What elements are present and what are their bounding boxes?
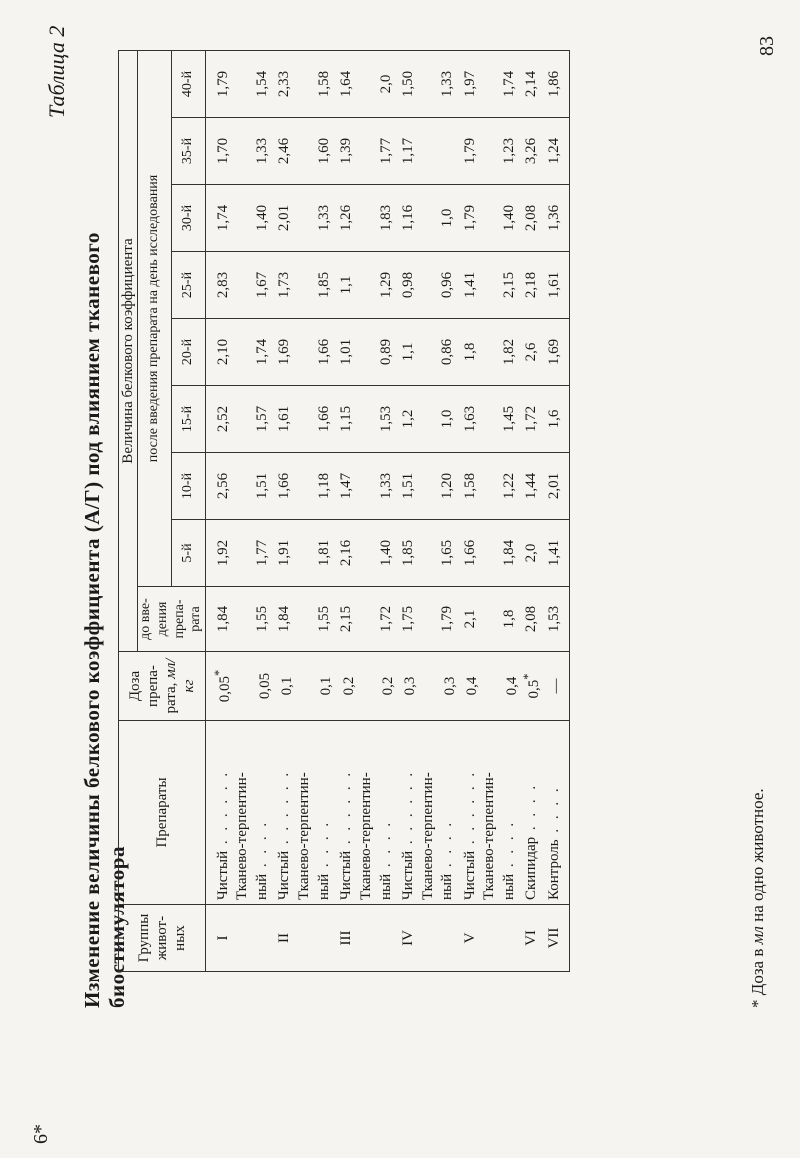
dose-unit: мл/кг (163, 658, 198, 693)
leader-dots: . . . . . . (461, 769, 478, 851)
group-cell (252, 905, 274, 972)
value-cell (296, 51, 313, 118)
day-header: 25-й (172, 252, 206, 319)
preparation-cell (543, 721, 570, 905)
value-cell (296, 118, 313, 185)
preparation-name: Тканево-терпентин- (357, 772, 374, 900)
group-header: Группы живот-ных (119, 905, 206, 972)
day-header: 15-й (172, 386, 206, 453)
value-cell: 1,01 (336, 319, 358, 386)
dose-cell (459, 652, 481, 721)
value-cell: 1,66 (459, 520, 481, 587)
value-cell (420, 118, 437, 185)
value-cell (296, 386, 313, 453)
value-cell: 1,77 (252, 520, 274, 587)
page-mark-left: 6* (30, 1124, 52, 1144)
value-cell (481, 453, 498, 520)
preparation-name: Тканево-терпентин- (234, 772, 251, 900)
dose-cell (437, 652, 459, 721)
value-cell: 1,51 (397, 453, 419, 520)
before-value-cell: 1,84 (274, 587, 296, 652)
value-cell: 1,40 (499, 185, 521, 252)
group-cell (358, 905, 375, 972)
day-header: 30-й (172, 185, 206, 252)
value-cell (481, 520, 498, 587)
before-value-cell: 1,79 (437, 587, 459, 652)
table-row (375, 51, 397, 972)
leader-dots: . . . . (523, 782, 540, 837)
leader-dots: . . . . . . (214, 769, 231, 851)
value-cell: 1,69 (543, 319, 570, 386)
preparation-cell (397, 721, 419, 905)
value-cell: 2,6 (521, 319, 543, 386)
table-row (543, 51, 570, 972)
preparation-cell (252, 721, 274, 905)
value-cell: 1,82 (499, 319, 521, 386)
before-value-cell: 1,75 (397, 587, 419, 652)
value-cell: 1,33 (313, 185, 335, 252)
value-cell: 1,85 (313, 252, 335, 319)
before-value-cell (420, 587, 437, 652)
group-cell (296, 905, 313, 972)
value-cell: 2,14 (521, 51, 543, 118)
dose-value: 0,3 (402, 676, 419, 696)
value-cell: 1,66 (313, 319, 335, 386)
value-cell: 1,16 (397, 185, 419, 252)
value-cell (296, 185, 313, 252)
data-table (118, 50, 570, 972)
group-cell (375, 905, 397, 972)
value-cell: 3,26 (521, 118, 543, 185)
value-cell: 1,20 (437, 453, 459, 520)
dose-value: 0,1 (318, 676, 335, 696)
value-cell: 1,79 (206, 51, 235, 118)
footnote-rest: на одно животное. (748, 788, 767, 922)
value-cell: 1,66 (313, 386, 335, 453)
preparation-cell (206, 721, 235, 905)
dose-value: 0,5 (525, 679, 542, 699)
value-cell: 1,53 (375, 386, 397, 453)
value-cell: 1,17 (397, 118, 419, 185)
before-value-cell: 1,53 (543, 587, 570, 652)
value-cell (420, 319, 437, 386)
preparation-name: ный (254, 873, 271, 900)
preparation-name: Контроль (545, 839, 562, 900)
preparation-name: Тканево-терпентин- (419, 772, 436, 900)
group-cell: VI (521, 905, 543, 972)
value-cell: 1,92 (206, 520, 235, 587)
dose-cell (521, 652, 543, 721)
value-cell (358, 118, 375, 185)
before-value-cell (358, 587, 375, 652)
preparation-cell (521, 721, 543, 905)
preparation-cell (420, 721, 437, 905)
preparation-cell (358, 721, 375, 905)
value-cell (296, 520, 313, 587)
value-cell (234, 520, 251, 587)
value-cell (234, 118, 251, 185)
footnote (748, 788, 768, 1008)
dose-cell (499, 652, 521, 721)
table-row (437, 51, 459, 972)
dose-value: 0,4 (503, 676, 520, 696)
preparation-cell (274, 721, 296, 905)
leader-dots: . . . . (315, 819, 332, 874)
value-cell (358, 252, 375, 319)
table-row (296, 51, 313, 972)
footnote-unit: мл (748, 926, 767, 945)
group-cell: I (206, 905, 235, 972)
value-cell: 1,51 (252, 453, 274, 520)
value-cell: 1,74 (206, 185, 235, 252)
table-title: Изменение величины белкового коэффициента (А/Г) под влиянием тканевого биостимулятора (80, 232, 129, 1008)
value-cell (420, 386, 437, 453)
dose-header-text: Доза препа-рата, (127, 665, 180, 714)
preparation-cell (437, 721, 459, 905)
value-cell (481, 386, 498, 453)
value-cell: 1,64 (336, 51, 358, 118)
preparation-cell (499, 721, 521, 905)
value-cell: 1,40 (375, 520, 397, 587)
table-body (206, 51, 570, 972)
value-cell (296, 453, 313, 520)
value-cell: 0,89 (375, 319, 397, 386)
preparation-name: ный (439, 873, 456, 900)
dose-value: 0,1 (278, 676, 295, 696)
preparation-name: Чистый (214, 850, 231, 900)
value-cell: 1,41 (459, 252, 481, 319)
value-cell (234, 185, 251, 252)
value-cell: 1,18 (313, 453, 335, 520)
coefficient-header: Величина белкового коэффициента (119, 51, 138, 652)
value-cell: 1,85 (397, 520, 419, 587)
value-cell (481, 118, 498, 185)
preparation-name: Чистый (276, 850, 293, 900)
value-cell: 2,01 (543, 453, 570, 520)
value-cell: 1,33 (252, 118, 274, 185)
value-cell: 1,66 (274, 453, 296, 520)
dose-value: 0,3 (441, 676, 458, 696)
table-label: Таблица 2 (44, 25, 69, 118)
dose-cell (274, 652, 296, 721)
dose-cell (481, 652, 498, 721)
dose-cell (296, 652, 313, 721)
value-cell (481, 252, 498, 319)
value-cell: 1,54 (252, 51, 274, 118)
leader-dots: . . . . (377, 819, 394, 874)
value-cell: 1,81 (313, 520, 335, 587)
value-cell (234, 386, 251, 453)
group-cell (499, 905, 521, 972)
value-cell (358, 185, 375, 252)
value-cell: 1,79 (459, 185, 481, 252)
value-cell: 1,6 (543, 386, 570, 453)
preparation-cell (375, 721, 397, 905)
preparation-name: Скипидар (523, 836, 540, 900)
value-cell (420, 453, 437, 520)
preparation-name: Тканево-терпентин- (296, 772, 313, 900)
preparation-cell (336, 721, 358, 905)
value-cell: 1,79 (459, 118, 481, 185)
leader-dots: . . . . (501, 819, 518, 874)
dose-value: 0,2 (380, 676, 397, 696)
table-row (420, 51, 437, 972)
value-cell: 1,0 (437, 185, 459, 252)
value-cell: 1,77 (375, 118, 397, 185)
before-value-cell: 1,55 (252, 587, 274, 652)
value-cell: 1,50 (397, 51, 419, 118)
value-cell: 1,0 (437, 386, 459, 453)
table-row (234, 51, 251, 972)
dose-cell (420, 652, 437, 721)
table-row (336, 51, 358, 972)
before-value-cell: 1,8 (499, 587, 521, 652)
table-row (274, 51, 296, 972)
dose-cell (252, 652, 274, 721)
value-cell: 2,18 (521, 252, 543, 319)
value-cell (296, 252, 313, 319)
value-cell: 1,61 (274, 386, 296, 453)
preparation-cell (313, 721, 335, 905)
value-cell: 2,15 (499, 252, 521, 319)
group-cell (420, 905, 437, 972)
value-cell: 1,45 (499, 386, 521, 453)
preparation-cell (459, 721, 481, 905)
value-cell (420, 252, 437, 319)
leader-dots: . . . . (439, 819, 456, 874)
dose-value: — (548, 678, 565, 694)
value-cell: 2,16 (336, 520, 358, 587)
value-cell: 1,1 (336, 252, 358, 319)
value-cell: 1,60 (313, 118, 335, 185)
value-cell (234, 51, 251, 118)
value-cell: 1,26 (336, 185, 358, 252)
leader-dots: . . . . . . (276, 769, 293, 851)
value-cell: 1,24 (543, 118, 570, 185)
dose-cell (397, 652, 419, 721)
group-cell (234, 905, 251, 972)
preparation-name: Чистый (399, 850, 416, 900)
group-cell (481, 905, 498, 972)
preparation-header: Препараты (119, 721, 206, 905)
dose-footnote-mark: * (212, 669, 227, 676)
value-cell (234, 252, 251, 319)
group-cell: IV (397, 905, 419, 972)
dose-cell (375, 652, 397, 721)
before-header: до вве-дения препа-рата (138, 587, 206, 652)
before-value-cell: 1,72 (375, 587, 397, 652)
value-cell: 1,83 (375, 185, 397, 252)
value-cell: 1,23 (499, 118, 521, 185)
value-cell (420, 51, 437, 118)
value-cell: 1,36 (543, 185, 570, 252)
value-cell: 2,0 (521, 520, 543, 587)
preparation-name: ный (377, 873, 394, 900)
value-cell: 0,98 (397, 252, 419, 319)
value-cell: 2,46 (274, 118, 296, 185)
before-value-cell (296, 587, 313, 652)
group-cell: II (274, 905, 296, 972)
footnote-mark: * (748, 999, 767, 1008)
value-cell: 1,29 (375, 252, 397, 319)
page-number: 83 (756, 36, 778, 56)
preparation-cell (296, 721, 313, 905)
value-cell: 1,63 (459, 386, 481, 453)
dose-cell (206, 652, 235, 721)
value-cell (358, 520, 375, 587)
value-cell (358, 386, 375, 453)
table-row (206, 51, 235, 972)
value-cell (234, 319, 251, 386)
value-cell (420, 520, 437, 587)
group-cell (437, 905, 459, 972)
dose-header (119, 652, 206, 721)
value-cell: 1,41 (543, 520, 570, 587)
value-cell: 0,96 (437, 252, 459, 319)
dose-value: 0,4 (464, 676, 481, 696)
dose-value: 0,2 (340, 676, 357, 696)
preparation-name: ный (315, 873, 332, 900)
value-cell: 1,86 (543, 51, 570, 118)
preparation-name: Тканево-терпентин- (481, 772, 498, 900)
table-row (313, 51, 335, 972)
group-cell: V (459, 905, 481, 972)
day-header: 40-й (172, 51, 206, 118)
group-cell: VII (543, 905, 570, 972)
value-cell (358, 319, 375, 386)
day-header: 5-й (172, 520, 206, 587)
value-cell: 1,33 (375, 453, 397, 520)
value-cell: 1,58 (459, 453, 481, 520)
table-row (481, 51, 498, 972)
value-cell: 1,8 (459, 319, 481, 386)
value-cell (481, 51, 498, 118)
value-cell (420, 185, 437, 252)
value-cell: 1,57 (252, 386, 274, 453)
value-cell: 1,74 (252, 319, 274, 386)
leader-dots: . . . . (545, 785, 562, 840)
value-cell (358, 51, 375, 118)
before-value-cell (481, 587, 498, 652)
value-cell: 1,67 (252, 252, 274, 319)
dose-cell (234, 652, 251, 721)
value-cell: 1,44 (521, 453, 543, 520)
value-cell (358, 453, 375, 520)
before-value-cell: 1,84 (206, 587, 235, 652)
value-cell: 1,97 (459, 51, 481, 118)
leader-dots: . . . . . . (338, 769, 355, 851)
before-value-cell: 2,15 (336, 587, 358, 652)
value-cell: 1,73 (274, 252, 296, 319)
value-cell (481, 185, 498, 252)
value-cell: 1,22 (499, 453, 521, 520)
preparation-cell (234, 721, 251, 905)
table-row (397, 51, 419, 972)
value-cell (437, 118, 459, 185)
value-cell: 1,91 (274, 520, 296, 587)
value-cell: 2,08 (521, 185, 543, 252)
before-value-cell: 2,08 (521, 587, 543, 652)
value-cell: 2,0 (375, 51, 397, 118)
day-header: 10-й (172, 453, 206, 520)
dose-cell (543, 652, 570, 721)
group-cell: III (336, 905, 358, 972)
value-cell: 1,65 (437, 520, 459, 587)
value-cell: 2,33 (274, 51, 296, 118)
dose-cell (358, 652, 375, 721)
value-cell: 1,15 (336, 386, 358, 453)
dose-value: 0,05 (217, 676, 234, 703)
table-row (252, 51, 274, 972)
value-cell (234, 453, 251, 520)
value-cell: 2,52 (206, 386, 235, 453)
dose-value: 0,05 (256, 672, 273, 700)
table-row (459, 51, 481, 972)
value-cell: 1,33 (437, 51, 459, 118)
leader-dots: . . . . . . (399, 769, 416, 851)
dose-cell (313, 652, 335, 721)
value-cell: 1,84 (499, 520, 521, 587)
value-cell: 1,69 (274, 319, 296, 386)
value-cell: 1,47 (336, 453, 358, 520)
day-header: 20-й (172, 319, 206, 386)
value-cell: 1,72 (521, 386, 543, 453)
value-cell (481, 319, 498, 386)
value-cell: 1,40 (252, 185, 274, 252)
value-cell: 2,56 (206, 453, 235, 520)
preparation-name: ный (501, 873, 518, 900)
leader-dots: . . . . (254, 819, 271, 874)
value-cell: 1,70 (206, 118, 235, 185)
value-cell: 2,01 (274, 185, 296, 252)
before-value-cell: 1,55 (313, 587, 335, 652)
value-cell: 2,10 (206, 319, 235, 386)
value-cell: 1,58 (313, 51, 335, 118)
preparation-name: Чистый (461, 850, 478, 900)
value-cell: 2,83 (206, 252, 235, 319)
value-cell: 1,61 (543, 252, 570, 319)
group-cell (313, 905, 335, 972)
value-cell: 1,39 (336, 118, 358, 185)
preparation-name: Чистый (338, 850, 355, 900)
footnote-text: Доза в (748, 948, 767, 996)
value-cell: 1,1 (397, 319, 419, 386)
table-row (521, 51, 543, 972)
preparation-cell (481, 721, 498, 905)
table-row (358, 51, 375, 972)
value-cell (296, 319, 313, 386)
value-cell: 0,86 (437, 319, 459, 386)
dose-cell (336, 652, 358, 721)
day-header: 35-й (172, 118, 206, 185)
table-row (499, 51, 521, 972)
before-value-cell (234, 587, 251, 652)
value-cell: 1,74 (499, 51, 521, 118)
after-header: после введения препарата на день исследования (138, 51, 172, 587)
value-cell: 1,2 (397, 386, 419, 453)
dose-footnote-mark: * (520, 673, 535, 680)
before-value-cell: 2,1 (459, 587, 481, 652)
